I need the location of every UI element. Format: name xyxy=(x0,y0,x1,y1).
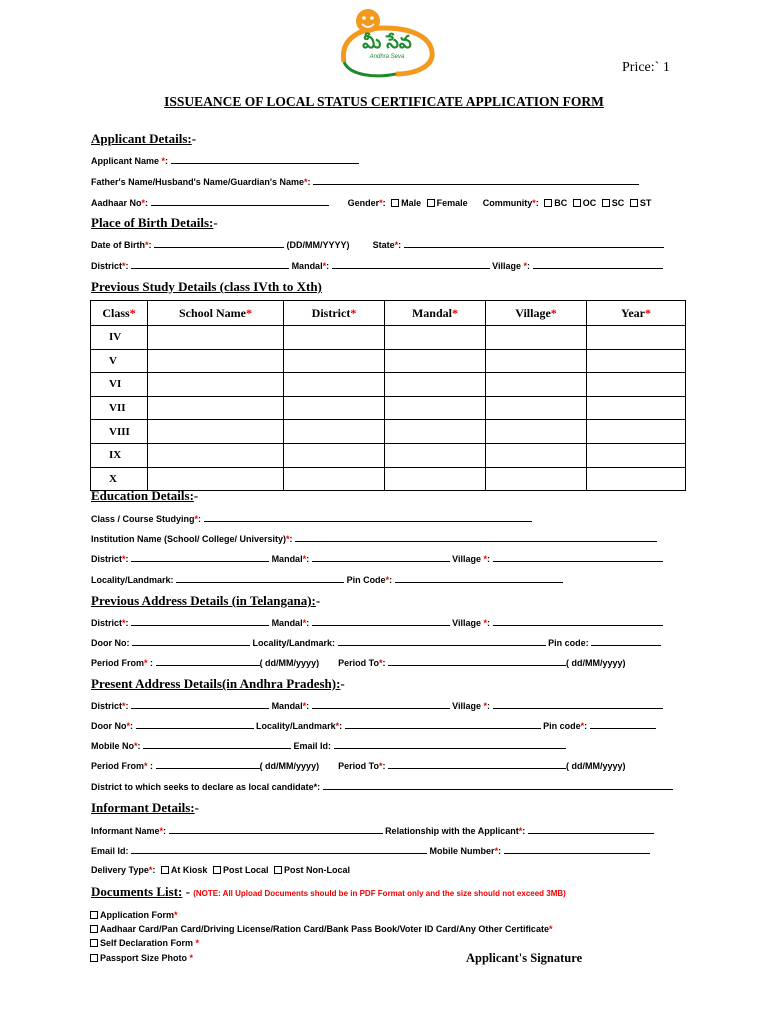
applicant-name-field[interactable] xyxy=(171,155,359,164)
school-cell[interactable] xyxy=(148,396,284,420)
documents-note: (NOTE: All Upload Documents should be in PDF Format only and the size should not exceed 3MB) xyxy=(193,889,566,898)
birth-location-row: District*: Mandal*: Village *: xyxy=(91,260,663,271)
study-table xyxy=(90,300,686,491)
prev-district-field[interactable] xyxy=(131,617,269,626)
district-cell[interactable] xyxy=(284,326,385,350)
at-kiosk-checkbox[interactable] xyxy=(161,866,169,874)
village-cell[interactable] xyxy=(486,373,587,397)
education-details-heading: Education Details:- xyxy=(91,488,199,503)
education-locality-row: Locality/Landmark: Pin Code*: xyxy=(91,574,563,585)
aadhaar-gender-row: Aadhaar No*: Gender*: Male Female Community*: BC OC SC ST xyxy=(91,198,652,208)
village-cell[interactable] xyxy=(486,349,587,373)
table-row xyxy=(91,420,686,444)
education-location-row: District*: Mandal*: Village *: xyxy=(91,553,663,564)
birth-district-field[interactable] xyxy=(131,260,289,269)
study-header-row xyxy=(91,301,686,326)
prev-door-row: Door No: Locality/Landmark: Pin code: xyxy=(91,637,661,648)
year-cell[interactable] xyxy=(587,420,686,444)
relationship-field[interactable] xyxy=(528,825,654,834)
table-row xyxy=(91,326,686,350)
table-row xyxy=(91,349,686,373)
prev-location-row: District*: Mandal*: Village *: xyxy=(91,617,663,628)
applicant-details-heading: Applicant Details:- xyxy=(91,131,197,146)
present-mandal-field[interactable] xyxy=(312,700,450,709)
present-locality-field[interactable] xyxy=(345,720,541,729)
mandal-cell[interactable] xyxy=(385,373,486,397)
prev-period-row: Period From* : ( dd/MM/yyyy) Period To*: ( dd/MM/yyyy) xyxy=(91,658,626,668)
informant-contact-row: Email Id: Mobile Number*: xyxy=(91,845,650,856)
class-cell: IX xyxy=(91,443,148,467)
class-cell: VI xyxy=(91,373,148,397)
male-checkbox[interactable] xyxy=(391,199,399,207)
village-cell[interactable] xyxy=(486,467,587,491)
guardian-name-row: Father's Name/Husband's Name/Guardian's Name*: xyxy=(91,176,639,187)
present-contact-row: Mobile No*: Email Id: xyxy=(91,740,566,751)
informant-name-field[interactable] xyxy=(169,825,383,834)
dob-state-row: Date of Birth*: (DD/MM/YYYY) State*: xyxy=(91,239,664,250)
prev-mandal-field[interactable] xyxy=(312,617,450,626)
female-checkbox[interactable] xyxy=(427,199,435,207)
year-cell[interactable] xyxy=(587,326,686,350)
sc-checkbox[interactable] xyxy=(602,199,610,207)
table-row xyxy=(91,373,686,397)
class-cell: VII xyxy=(91,396,148,420)
delivery-type-row: Delivery Type*: At Kiosk Post Local Post Non-Local xyxy=(91,865,350,875)
district-cell[interactable] xyxy=(284,420,385,444)
mandal-cell[interactable] xyxy=(385,396,486,420)
logo-text: మీ సేవ xyxy=(362,32,412,52)
birth-details-heading: Place of Birth Details:- xyxy=(91,215,218,230)
class-cell: VIII xyxy=(91,420,148,444)
applicant-signature-label: Applicant's Signature xyxy=(466,951,583,965)
identity-proof-checkbox[interactable] xyxy=(90,925,98,933)
mandal-cell[interactable] xyxy=(385,443,486,467)
prev-locality-field[interactable] xyxy=(338,637,546,646)
school-cell[interactable] xyxy=(148,373,284,397)
doc-identity-proof: Aadhaar Card/Pan Card/Driving License/Ration Card/Bank Pass Book/Voter ID Card/Any Other Certificate* xyxy=(90,924,552,934)
documents-heading: Documents List: - (NOTE: All Upload Documents should be in PDF Format only and the size should not exceed 3MB) xyxy=(91,884,566,899)
village-cell[interactable] xyxy=(486,420,587,444)
edu-locality-field[interactable] xyxy=(176,574,344,583)
passport-photo-checkbox[interactable] xyxy=(90,954,98,962)
institution-row: Institution Name (School/ College/ University)*: xyxy=(91,533,657,544)
prev-village-field[interactable] xyxy=(493,617,663,626)
col-year: Year* xyxy=(587,301,686,326)
col-district: District* xyxy=(284,301,385,326)
school-cell[interactable] xyxy=(148,420,284,444)
col-school-name: School Name* xyxy=(148,301,284,326)
district-cell[interactable] xyxy=(284,373,385,397)
doc-self-declaration: Self Declaration Form * xyxy=(90,938,199,948)
mandal-cell[interactable] xyxy=(385,420,486,444)
village-cell[interactable] xyxy=(486,443,587,467)
present-village-field[interactable] xyxy=(493,700,663,709)
meeseva-logo xyxy=(336,6,436,81)
year-cell[interactable] xyxy=(587,467,686,491)
class-cell: IV xyxy=(91,326,148,350)
prev-address-heading: Previous Address Details (in Telangana):- xyxy=(91,593,321,608)
present-email-field[interactable] xyxy=(334,740,566,749)
guardian-name-field[interactable] xyxy=(313,176,639,185)
present-location-row: District*: Mandal*: Village *: xyxy=(91,700,663,711)
school-cell[interactable] xyxy=(148,349,284,373)
edu-mandal-field[interactable] xyxy=(312,553,450,562)
course-row: Class / Course Studying*: xyxy=(91,513,532,524)
informant-email-field[interactable] xyxy=(131,845,427,854)
district-cell[interactable] xyxy=(284,396,385,420)
declare-district-row: District to which seeks to declare as local candidate*: xyxy=(91,781,673,792)
study-details-heading: Previous Study Details (class IVth to Xth) xyxy=(91,279,322,294)
logo-tagline: Andhra Seva xyxy=(369,54,405,60)
self-declaration-checkbox[interactable] xyxy=(90,939,98,947)
dob-field[interactable] xyxy=(154,239,284,248)
present-period-to-field[interactable] xyxy=(388,760,566,769)
prev-period-to-field[interactable] xyxy=(388,657,566,666)
institution-field[interactable] xyxy=(295,533,657,542)
bc-checkbox[interactable] xyxy=(544,199,552,207)
birth-state-field[interactable] xyxy=(404,239,664,248)
present-door-field[interactable] xyxy=(136,720,254,729)
post-local-checkbox[interactable] xyxy=(213,866,221,874)
applicant-name-row: Applicant Name *: xyxy=(91,155,359,166)
oc-checkbox[interactable] xyxy=(573,199,581,207)
present-pin-field[interactable] xyxy=(590,720,656,729)
declare-district-field[interactable] xyxy=(323,781,673,790)
mandal-cell[interactable] xyxy=(385,467,486,491)
informant-details-heading: Informant Details:- xyxy=(91,800,199,815)
mandal-cell[interactable] xyxy=(385,326,486,350)
present-period-from-field[interactable] xyxy=(156,760,260,769)
class-cell: V xyxy=(91,349,148,373)
district-cell[interactable] xyxy=(284,349,385,373)
post-nonlocal-checkbox[interactable] xyxy=(274,866,282,874)
col-mandal: Mandal* xyxy=(385,301,486,326)
school-cell[interactable] xyxy=(148,326,284,350)
district-cell[interactable] xyxy=(284,443,385,467)
prev-door-field[interactable] xyxy=(132,637,250,646)
doc-application-form: Application Form* xyxy=(90,910,178,920)
table-row xyxy=(91,443,686,467)
edu-district-field[interactable] xyxy=(131,553,269,562)
year-cell[interactable] xyxy=(587,373,686,397)
col-village: Village* xyxy=(486,301,587,326)
informant-mobile-field[interactable] xyxy=(504,845,650,854)
present-door-row: Door No*: Locality/Landmark*: Pin code*: xyxy=(91,720,656,731)
edu-pin-field[interactable] xyxy=(395,574,563,583)
form-title: ISSUEANCE OF LOCAL STATUS CERTIFICATE APPLICATION FORM xyxy=(164,94,604,109)
birth-mandal-field[interactable] xyxy=(332,260,490,269)
prev-pin-field[interactable] xyxy=(591,637,661,646)
informant-name-row: Informant Name*: Relationship with the Applicant*: xyxy=(91,825,654,836)
present-district-field[interactable] xyxy=(131,700,269,709)
village-cell[interactable] xyxy=(486,396,587,420)
aadhaar-field[interactable] xyxy=(151,197,329,206)
price-label: Price:` 1 xyxy=(622,60,670,75)
birth-village-field[interactable] xyxy=(533,260,663,269)
district-cell[interactable] xyxy=(284,467,385,491)
year-cell[interactable] xyxy=(587,443,686,467)
table-row xyxy=(91,396,686,420)
col-class: Class* xyxy=(91,301,148,326)
present-address-heading: Present Address Details(in Andhra Pradesh):- xyxy=(91,676,345,691)
year-cell[interactable] xyxy=(587,349,686,373)
prev-period-from-field[interactable] xyxy=(156,657,260,666)
mandal-cell[interactable] xyxy=(385,349,486,373)
application-form-checkbox[interactable] xyxy=(90,911,98,919)
class-cell: X xyxy=(91,467,148,491)
edu-village-field[interactable] xyxy=(493,553,663,562)
school-cell[interactable] xyxy=(148,443,284,467)
year-cell[interactable] xyxy=(587,396,686,420)
present-period-row: Period From* : ( dd/MM/yyyy) Period To*: ( dd/MM/yyyy) xyxy=(91,761,626,771)
course-field[interactable] xyxy=(204,513,532,522)
doc-passport-photo: Passport Size Photo * xyxy=(90,953,193,963)
st-checkbox[interactable] xyxy=(630,199,638,207)
village-cell[interactable] xyxy=(486,326,587,350)
present-mobile-field[interactable] xyxy=(143,740,291,749)
